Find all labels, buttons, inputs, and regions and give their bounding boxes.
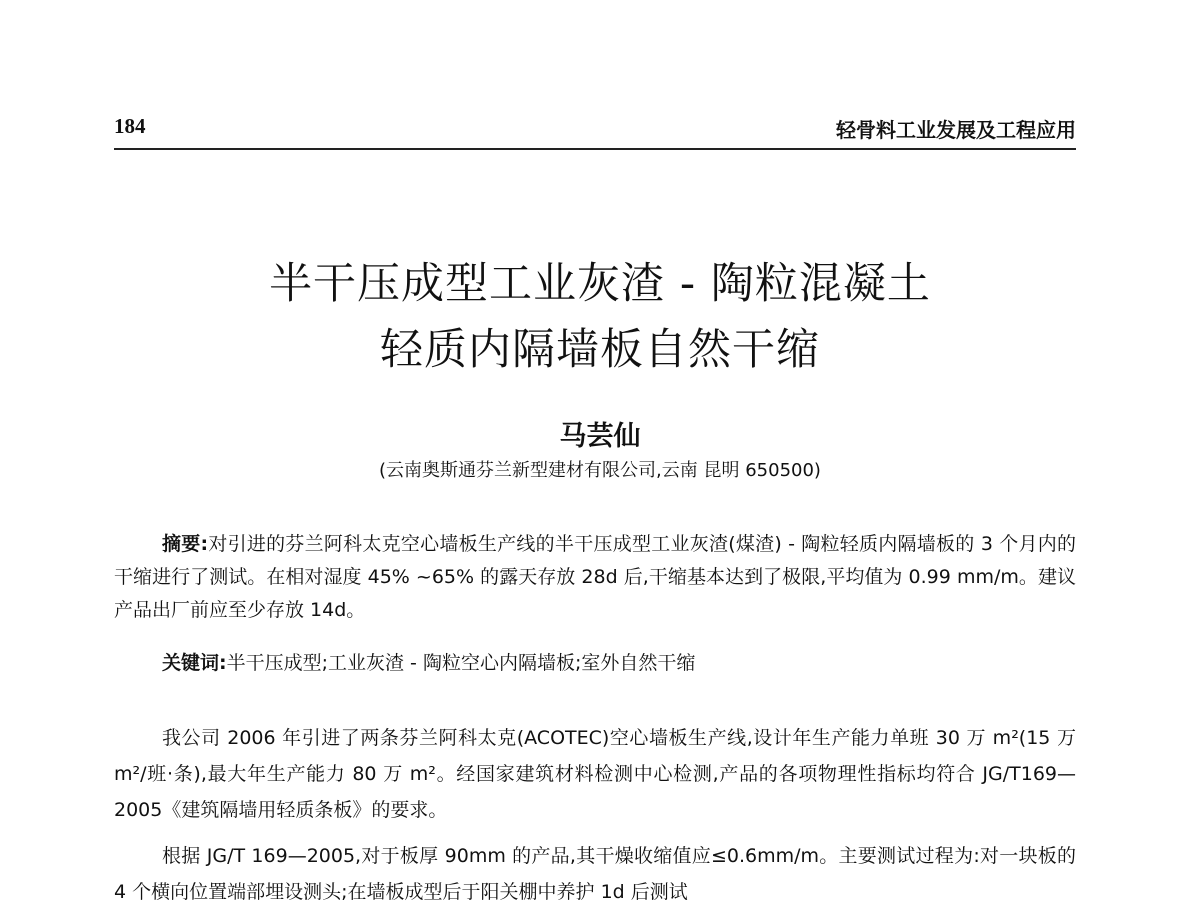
keywords-label: 关键词: [162,652,227,674]
article-title-line-1: 半干压成型工业灰渣 - 陶粒混凝土 [269,259,931,309]
author-name: 马芸仙 [559,421,641,452]
abstract-label: 摘要: [162,533,209,555]
keywords [114,647,1076,680]
author-affiliation: (云南奥斯通芬兰新型建材有限公司,云南 昆明 650500) [379,460,821,481]
body-paragraph-2: 根据 JG/T 169—2005,对于板厚 90mm 的产品,其干燥收缩值应≤0.6mm/m。主要测试过程为:对一块板的 4 个横向位置端部埋设测头;在墙板成型后于阳关棚中养护 1d 后测试 [114,845,1076,903]
page-number: 184 [114,114,146,138]
article-title-line-2: 轻质内隔墙板自然干缩 [380,325,820,375]
abstract-text: 对引进的芬兰阿科太克空心墙板生产线的半干压成型工业灰渣(煤渣) - 陶粒轻质内隔墙板的 3 个月内的干缩进行了测试。在相对湿度 45% ~65% 的露天存放 28d 后,干缩基本达到了极限,平均值为 0.99 mm/m。建议产品出厂前应至少存放 14d。 [114,533,1076,621]
body-paragraph-1: 我公司 2006 年引进了两条芬兰阿科太克(ACOTEC)空心墙板生产线,设计年生产能力单班 30 万 m²(15 万 m²/班·条),最大年生产能力 80 万 m²。经国家建筑材料检测中心检测,产品的各项物理性指标均符合 JG/T169—2005《建筑隔墙用轻质条板》的要求。 [114,727,1076,821]
running-title: 轻骨料工业发展及工程应用 [836,118,1076,142]
keywords-text: 半干压成型;工业灰渣 - 陶粒空心内隔墙板;室外自然干缩 [226,652,696,674]
running-header [114,108,1076,150]
abstract [114,528,1076,627]
